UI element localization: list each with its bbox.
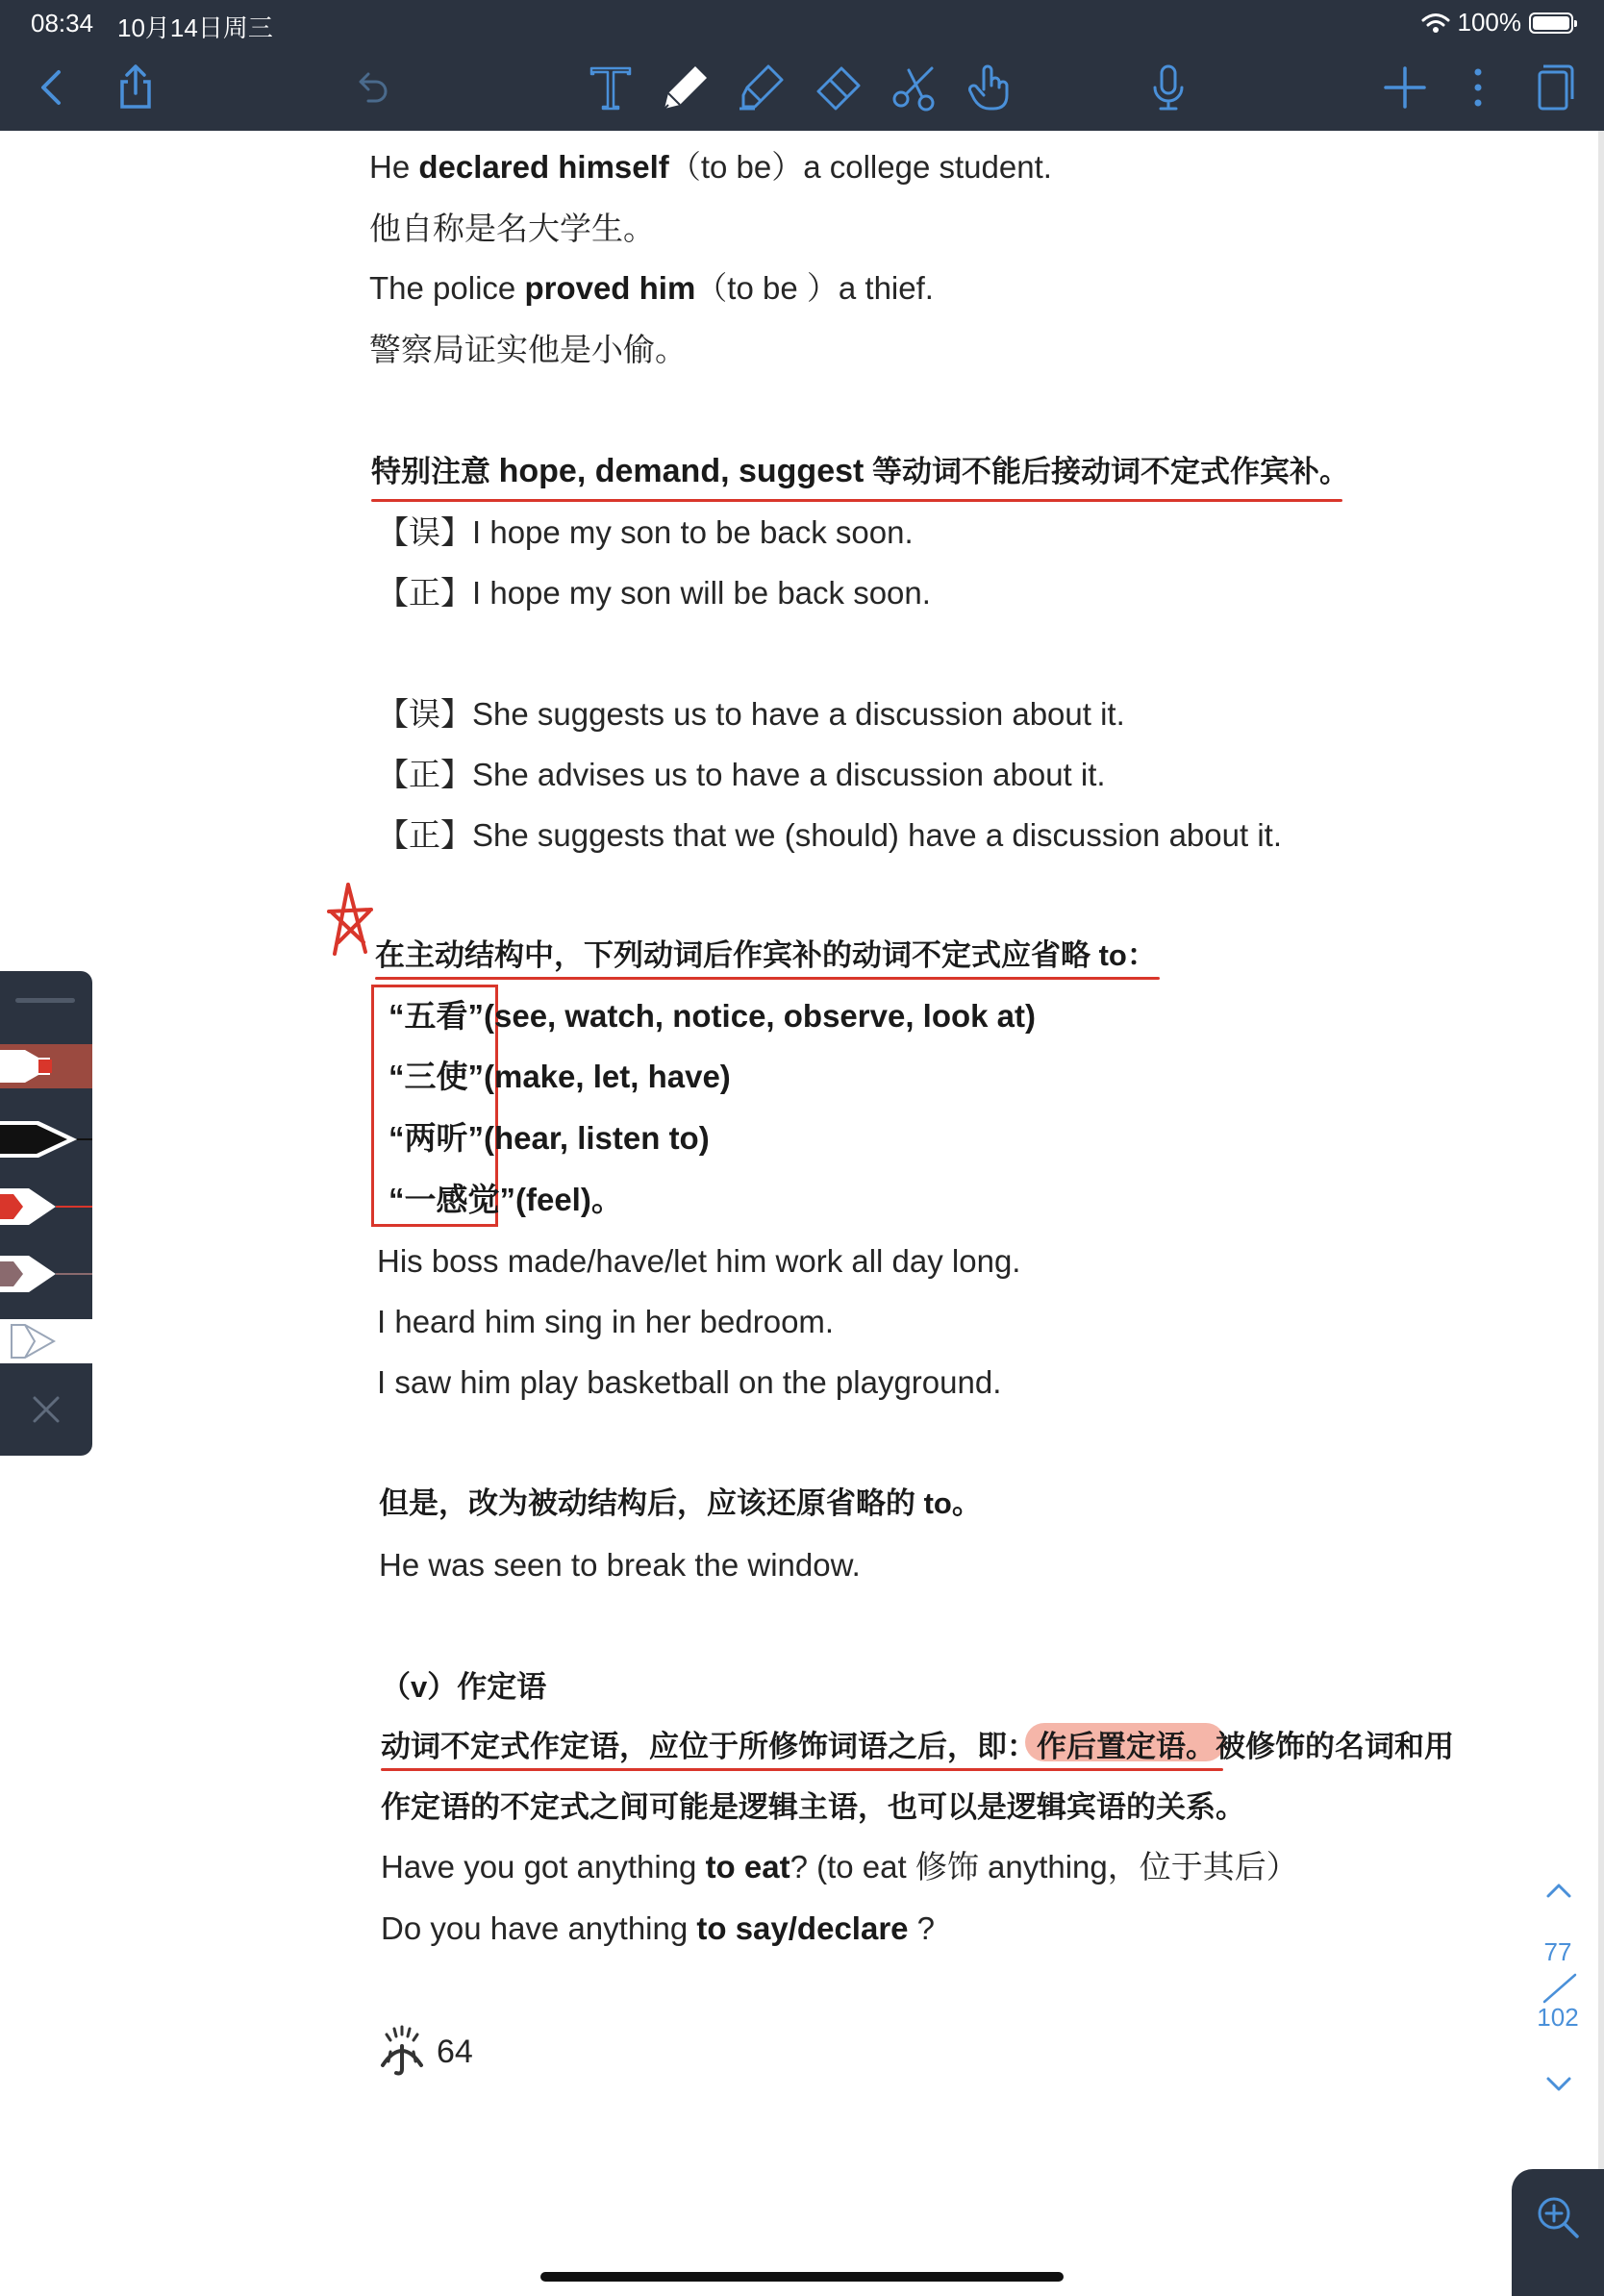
example-heard: I heard him sing in her bedroom. <box>377 1304 835 1339</box>
status-time: 08:34 <box>31 9 94 37</box>
underline-annotation <box>381 1768 1223 1771</box>
definition-line-1: 动词不定式作定语，应位于所修饰词语之后，即：作后置定语。被修饰的名词和用 <box>381 1730 1454 1763</box>
verb-group-see: “五看”(see, watch, notice, observe, look at) <box>388 998 1037 1034</box>
page-separator <box>1539 1971 1581 2006</box>
example-right-1: 【正】I hope my son will be back soon. <box>377 575 931 611</box>
handwritten-star-mark <box>325 883 375 960</box>
example-eat: Have you got anything to eat? (to eat 修饰 anything，位于其后） <box>381 1849 1298 1884</box>
close-icon[interactable] <box>29 1392 63 1427</box>
example-made: His boss made/have/let him work all day long. <box>377 1243 1021 1279</box>
active-structure-heading: 在主动结构中，下列动词后作宾补的动词不定式应省略 to： <box>375 938 1157 972</box>
example-say: Do you have anything to say/declare ? <box>381 1910 936 1946</box>
share-icon[interactable] <box>106 58 165 117</box>
eraser-tool-icon[interactable] <box>808 58 867 117</box>
pen-red-icon[interactable] <box>0 1185 92 1229</box>
pen-mauve-icon[interactable] <box>0 1252 92 1296</box>
passive-structure-heading: 但是，改为被动结构后，应该还原省略的 to。 <box>379 1486 982 1520</box>
current-page: 77 <box>1543 1937 1572 1966</box>
example-wrong-2: 【误】She suggests us to have a discussion about it. <box>377 696 1125 732</box>
page-number: 64 <box>437 2034 473 2070</box>
marker-red-icon[interactable] <box>0 1044 92 1088</box>
example-seen: He was seen to break the window. <box>379 1547 861 1583</box>
example-right-3: 【正】She suggests that we (should) have a discussion about it. <box>377 817 1282 853</box>
next-page-icon[interactable] <box>1542 2067 1575 2100</box>
battery-percent: 100% <box>1457 8 1521 37</box>
note-heading: 特别注意 hope, demand, suggest 等动词不能后接动词不定式作宾补。 <box>371 453 1349 489</box>
sentence-proved-cn: 警察局证实他是小偷。 <box>369 332 687 367</box>
status-right <box>1421 8 1574 37</box>
page-layout-icon[interactable] <box>1523 58 1583 117</box>
sentence-declared-cn: 他自称是名大学生。 <box>369 211 655 246</box>
pen-palette <box>0 971 92 1456</box>
page-edge <box>1598 131 1604 2296</box>
highlighter-tool-icon[interactable] <box>731 58 790 117</box>
microphone-icon[interactable] <box>1139 58 1198 117</box>
sentence-proved: The police proved him（to be ）a thief. <box>369 270 934 306</box>
total-pages: 102 <box>1537 2003 1579 2032</box>
definition-line-2: 作定语的不定式之间可能是逻辑主语，也可以是逻辑宾语的关系。 <box>381 1790 1245 1824</box>
pen-tool-icon[interactable] <box>656 58 715 117</box>
battery-icon <box>1529 12 1573 34</box>
example-right-2: 【正】She advises us to have a discussion about it. <box>377 757 1106 792</box>
hand-pointer-icon[interactable] <box>960 58 1019 117</box>
sentence-declared: He declared himself（to be）a college student. <box>369 149 1052 185</box>
status-date: 10月14日周三 <box>117 13 273 42</box>
text-tool-icon[interactable] <box>581 58 640 117</box>
more-vertical-icon[interactable] <box>1448 58 1508 117</box>
section-title: （v）作定语 <box>381 1670 547 1704</box>
example-wrong-1: 【误】I hope my son to be back soon. <box>377 514 914 550</box>
home-indicator <box>540 2272 1064 2282</box>
lasso-scissors-icon[interactable] <box>885 58 944 117</box>
back-chevron-icon[interactable] <box>21 58 81 117</box>
wifi-icon <box>1421 12 1450 35</box>
undo-icon[interactable] <box>342 58 402 117</box>
add-icon[interactable] <box>1375 58 1435 117</box>
verb-group-hear: “两听”(hear, listen to) <box>388 1120 710 1156</box>
zoom-button[interactable] <box>1512 2169 1604 2296</box>
zoom-in-icon <box>1533 2192 1583 2242</box>
verb-group-make: “三使”(make, let, have) <box>388 1059 731 1094</box>
palette-drag-handle[interactable] <box>15 998 75 1003</box>
status-bar <box>0 0 1604 44</box>
highlighter-white-icon[interactable] <box>0 1319 92 1363</box>
book-logo-icon <box>377 2023 427 2077</box>
underline-annotation <box>371 499 1342 502</box>
example-saw: I saw him play basketball on the playground. <box>377 1364 1002 1400</box>
underline-annotation <box>375 977 1160 980</box>
verb-group-feel: “一感觉”(feel)。 <box>388 1182 623 1217</box>
pen-black-icon[interactable] <box>0 1117 92 1161</box>
previous-page-icon[interactable] <box>1542 1875 1575 1908</box>
toolbar <box>0 44 1604 131</box>
